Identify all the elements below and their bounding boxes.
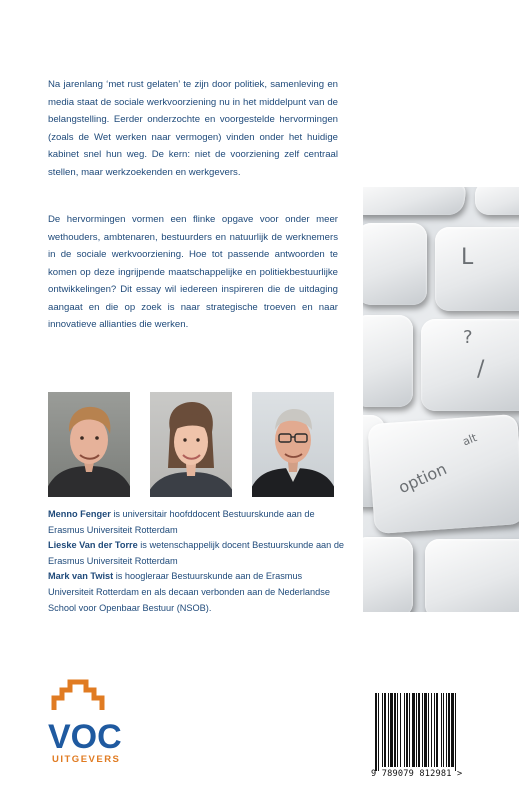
portrait-icon — [48, 392, 130, 497]
author-name: Mark van Twist — [48, 571, 114, 582]
isbn-number: 9 789079 812981 > — [371, 769, 463, 779]
barcode-bar — [416, 693, 417, 767]
author-bios — [48, 507, 348, 616]
portrait-icon — [150, 392, 232, 497]
author-photo-lieske-van-der-torre — [150, 392, 232, 497]
logo-text: VOC — [48, 718, 122, 756]
keyboard-key — [425, 539, 519, 612]
barcode-bar — [436, 693, 438, 767]
author-bio-2 — [48, 538, 348, 569]
barcode-bar — [397, 693, 398, 767]
barcode-bar — [375, 693, 377, 771]
keyboard-key-option — [367, 414, 519, 534]
keyboard-key — [363, 223, 427, 305]
barcode-bar — [404, 693, 405, 767]
key-label: option — [395, 459, 450, 498]
keyboard-key — [363, 315, 413, 407]
author-bio-3 — [48, 569, 348, 616]
author-description: is wetenschappelijk docent Bestuurskunde aan de Erasmus Universiteit Rotterdam — [48, 540, 345, 566]
logo-subtext: UITGEVERS — [52, 754, 121, 765]
barcode-bar — [441, 693, 442, 767]
voc-uitgevers-logo — [46, 676, 126, 766]
key-label: / — [477, 357, 485, 382]
keyboard-photo — [363, 187, 519, 612]
barcode-bar — [388, 693, 389, 767]
barcode-bar — [418, 693, 420, 767]
author-photo-menno-fenger — [48, 392, 130, 497]
barcode-bar — [434, 693, 435, 767]
barcode-bar — [455, 693, 456, 771]
barcode-bar — [409, 693, 410, 767]
author-name: Lieske Van der Torre — [48, 540, 138, 551]
keyboard-key-l — [435, 227, 519, 311]
barcode-bar — [446, 693, 447, 767]
author-name: Menno Fenger — [48, 509, 111, 519]
keyboard-key — [363, 537, 413, 612]
author-description: is hoogleraar Bestuurskunde aan de Erasmus Universiteit Rotterdam en als decaan verbonden aan de Nederlandse School voor Openbaar Bestuur (NSOB). — [48, 571, 330, 613]
key-label: L — [461, 245, 474, 270]
barcode-bar — [406, 693, 408, 767]
barcode-bar — [412, 693, 415, 767]
barcode-bar — [422, 693, 423, 767]
barcode-bar — [428, 693, 429, 767]
blurb-paragraph-2: De hervormingen vormen een flinke opgave voor onder meer wethouders, ambtenaren, bestuurders en natuurlijk de werknemers in de sociale werkvoorziening. Hoe tot passende antwoorden te komen op deze ingrijpende maatschappelijke en politiekbestuurlijke ontwikkelingen? Dit essay wil iedereen inspireren die de uitdaging aangaat en die op zoek is naar strategische troeven en naar innovatieve allianties die werken. — [48, 214, 338, 330]
barcode-bar — [443, 693, 444, 767]
blurb-paragraph-1: Na jarenlang ‘met rust gelaten’ te zijn door politiek, samenleving en media staat de sociale werkvoorziening nu in het middelpunt van de belangstelling. Eerder onderzochte en voorgestelde hervormingen (zoals de Wet werken naar vermogen) vinden onder het huidige kabinet snel hun weg. De kern: niet de voorziening zelf centraal stellen, maar werkzoekenden en werkgevers. — [48, 79, 338, 178]
barcode-bar — [400, 693, 401, 767]
barcode-bar — [394, 693, 396, 767]
barcode-bar — [431, 693, 432, 767]
barcode-bar — [384, 693, 386, 767]
isbn-barcode — [373, 688, 485, 778]
key-label: alt — [460, 431, 479, 449]
barcode-bar — [448, 693, 450, 767]
portrait-icon — [252, 392, 334, 497]
barcode-bar — [382, 693, 383, 767]
keyboard-key-question — [421, 319, 519, 411]
author-bio-1 — [48, 507, 348, 538]
keyboard-key — [363, 187, 467, 215]
author-photo-mark-van-twist — [252, 392, 334, 497]
barcode-bar — [424, 693, 427, 767]
keyboard-key — [475, 187, 519, 215]
barcode-bar — [390, 693, 393, 767]
key-label: ? — [463, 327, 473, 348]
author-description: is universitair hoofddocent Bestuurskunde aan de Erasmus Universiteit Rotterdam — [48, 509, 315, 535]
barcode-bar — [451, 693, 454, 767]
barcode-bar — [378, 693, 379, 771]
